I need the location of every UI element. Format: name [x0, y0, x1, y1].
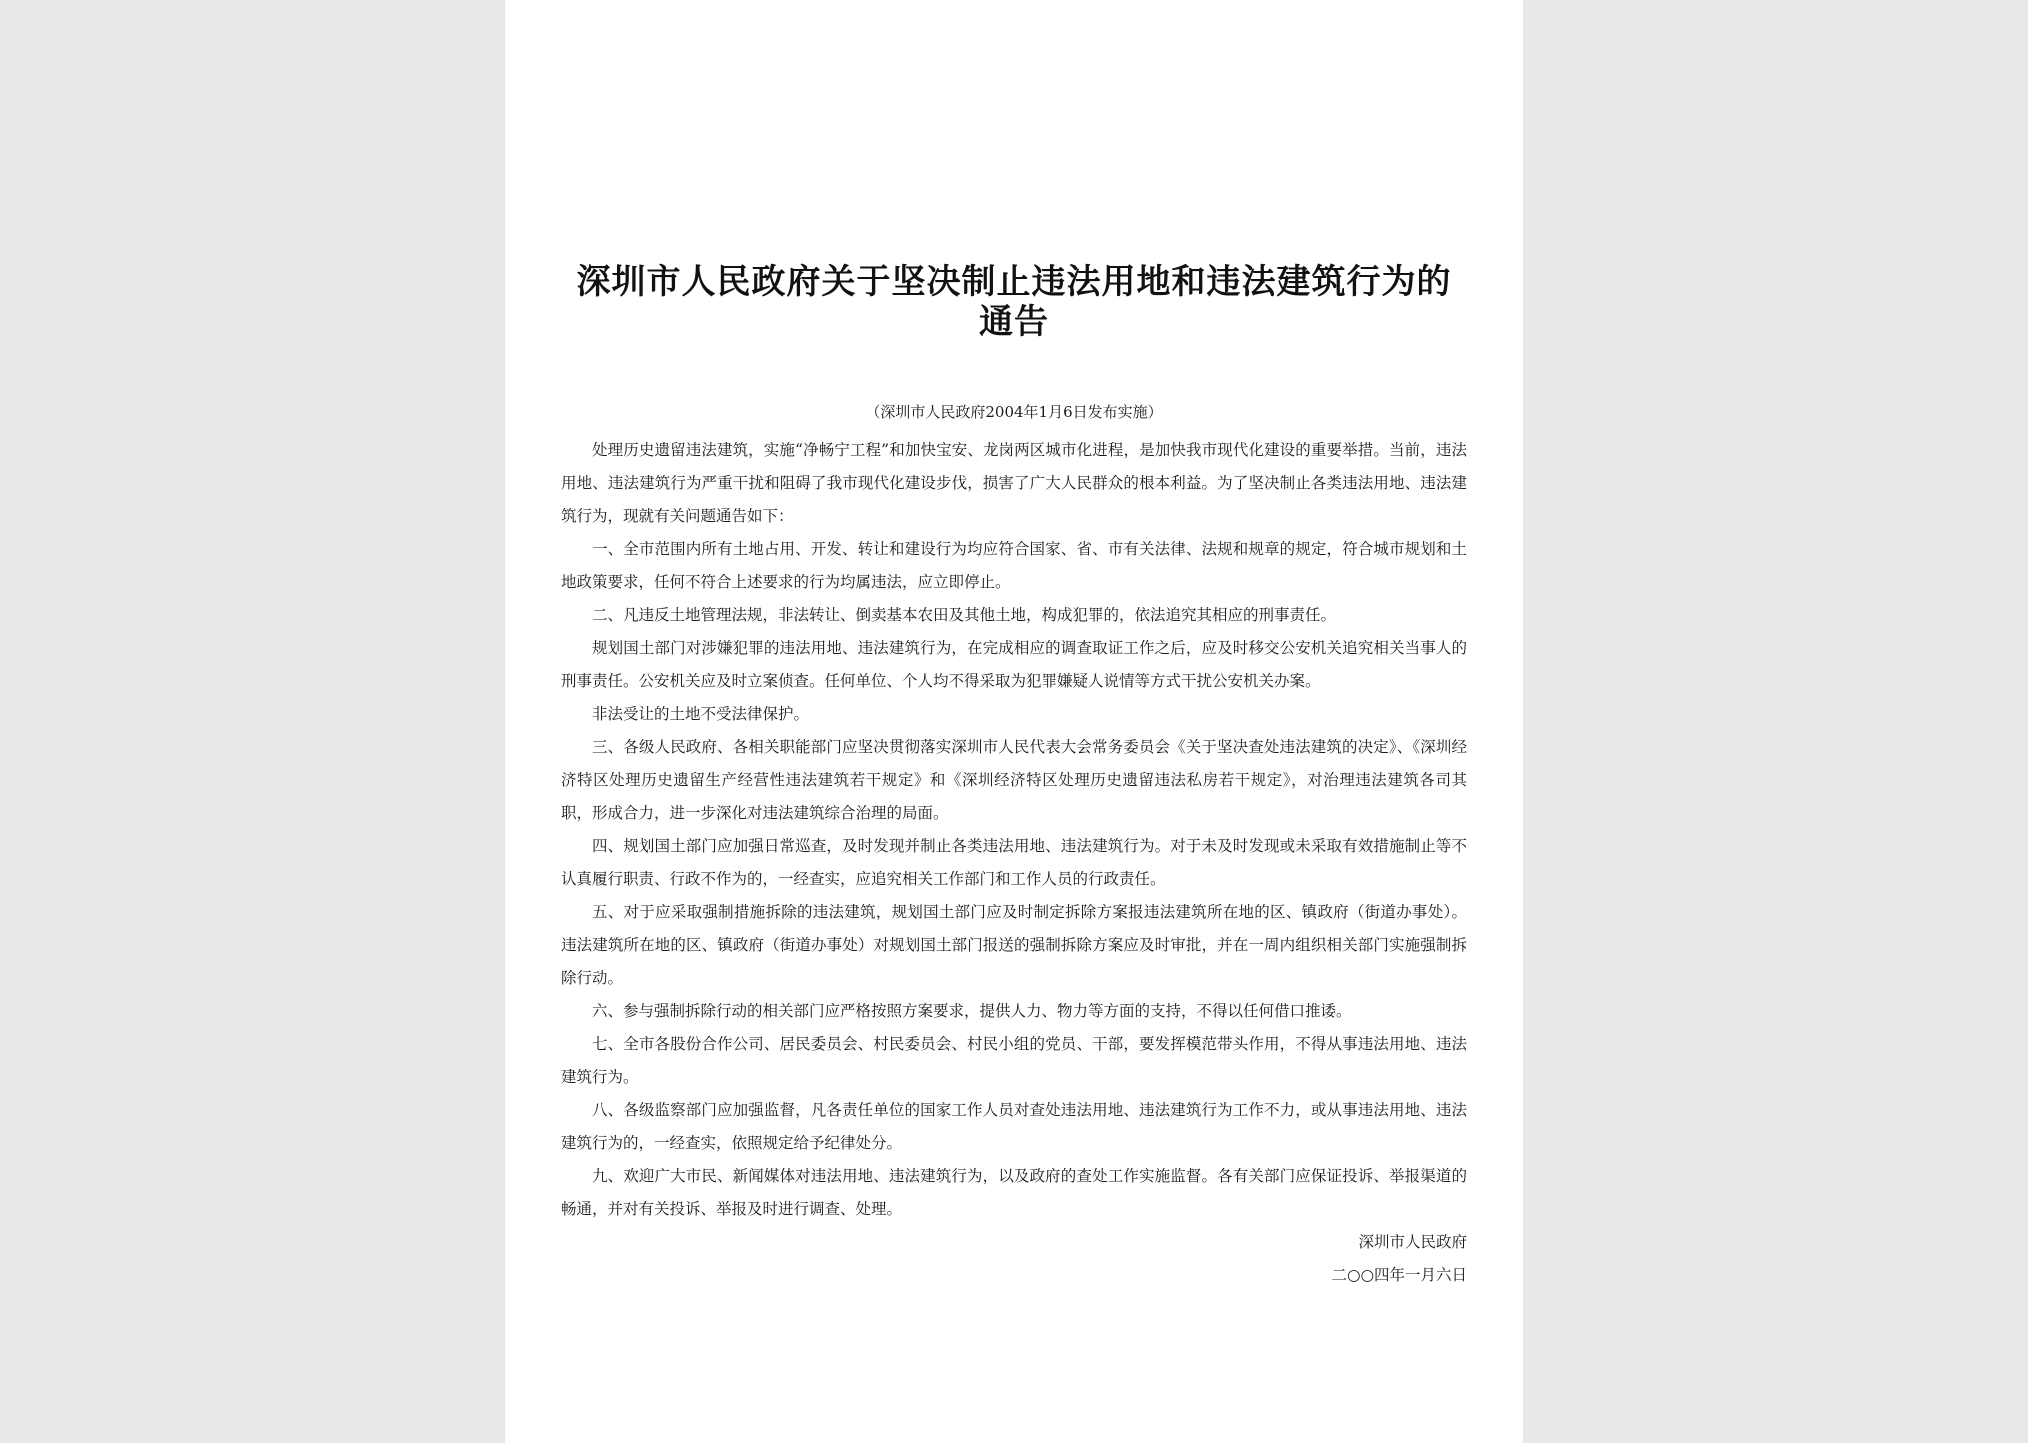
- clause-4-paragraph: 四、规划国土部门应加强日常巡查，及时发现并制止各类违法用地、违法建筑行为。对于未及时发现或未采取有效措施制止等不认真履行职责、行政不作为的，一经查实，应追究相关工作部门和工作人员的行政责任。: [561, 837, 1467, 888]
- clause-2-paragraph: 二、凡违反土地管理法规，非法转让、倒卖基本农田及其他土地，构成犯罪的，依法追究其相应的刑事责任。: [592, 606, 1337, 624]
- clause-2-note-paragraph: 非法受让的土地不受法律保护。: [592, 705, 810, 723]
- document-content: [561, 262, 1467, 1292]
- clause-2-detail-paragraph: 规划国土部门对涉嫌犯罪的违法用地、违法建筑行为，在完成相应的调查取证工作之后，应及时移交公安机关追究相关当事人的刑事责任。公安机关应及时立案侦查。任何单位、个人均不得采取为犯罪嫌疑人说情等方式干扰公安机关办案。: [561, 639, 1467, 690]
- clause-3-paragraph: 三、各级人民政府、各相关职能部门应坚决贯彻落实深圳市人民代表大会常务委员会《关于坚决查处违法建筑的决定》、《深圳经济特区处理历史遗留生产经营性违法建筑若干规定》和《深圳经济特区处理历史遗留违法私房若干规定》，对治理违法建筑各司其职，形成合力，进一步深化对违法建筑综合治理的局面。: [561, 738, 1467, 822]
- document-subtitle: （深圳市人民政府2004年1月6日发布实施）: [865, 403, 1163, 421]
- signature-issuer: 深圳市人民政府: [1358, 1233, 1467, 1251]
- clause-8-paragraph: 八、各级监察部门应加强监督，凡各责任单位的国家工作人员对查处违法用地、违法建筑行为工作不力，或从事违法用地、违法建筑行为的，一经查实，依照规定给予纪律处分。: [561, 1101, 1467, 1152]
- signature-date: 二○○四年一月六日: [1331, 1266, 1467, 1284]
- clause-6-paragraph: 六、参与强制拆除行动的相关部门应严格按照方案要求，提供人力、物力等方面的支持，不得以任何借口推诿。: [592, 1002, 1352, 1020]
- clause-7-paragraph: 七、全市各股份合作公司、居民委员会、村民委员会、村民小组的党员、干部，要发挥模范带头作用，不得从事违法用地、违法建筑行为。: [561, 1035, 1467, 1086]
- clause-1-paragraph: 一、全市范围内所有土地占用、开发、转让和建设行为均应符合国家、省、市有关法律、法规和规章的规定，符合城市规划和土地政策要求，任何不符合上述要求的行为均属违法，应立即停止。: [561, 540, 1467, 591]
- intro-paragraph: 处理历史遗留违法建筑，实施“净畅宁工程”和加快宝安、龙岗两区城市化进程，是加快我市现代化建设的重要举措。当前，违法用地、违法建筑行为严重干扰和阻碍了我市现代化建设步伐，损害了广大人民群众的根本利益。为了坚决制止各类违法用地、违法建筑行为，现就有关问题通告如下：: [561, 441, 1467, 525]
- document-page: [505, 0, 1523, 1443]
- clause-5-paragraph: 五、对于应采取强制措施拆除的违法建筑，规划国土部门应及时制定拆除方案报违法建筑所在地的区、镇政府（街道办事处）。违法建筑所在地的区、镇政府（街道办事处）对规划国土部门报送的强制拆除方案应及时审批，并在一周内组织相关部门实施强制拆除行动。: [561, 903, 1467, 987]
- clause-9-paragraph: 九、欢迎广大市民、新闻媒体对违法用地、违法建筑行为，以及政府的查处工作实施监督。各有关部门应保证投诉、举报渠道的畅通，并对有关投诉、举报及时进行调查、处理。: [561, 1167, 1467, 1218]
- document-title: 深圳市人民政府关于坚决制止违法用地和违法建筑行为的通告: [576, 262, 1452, 342]
